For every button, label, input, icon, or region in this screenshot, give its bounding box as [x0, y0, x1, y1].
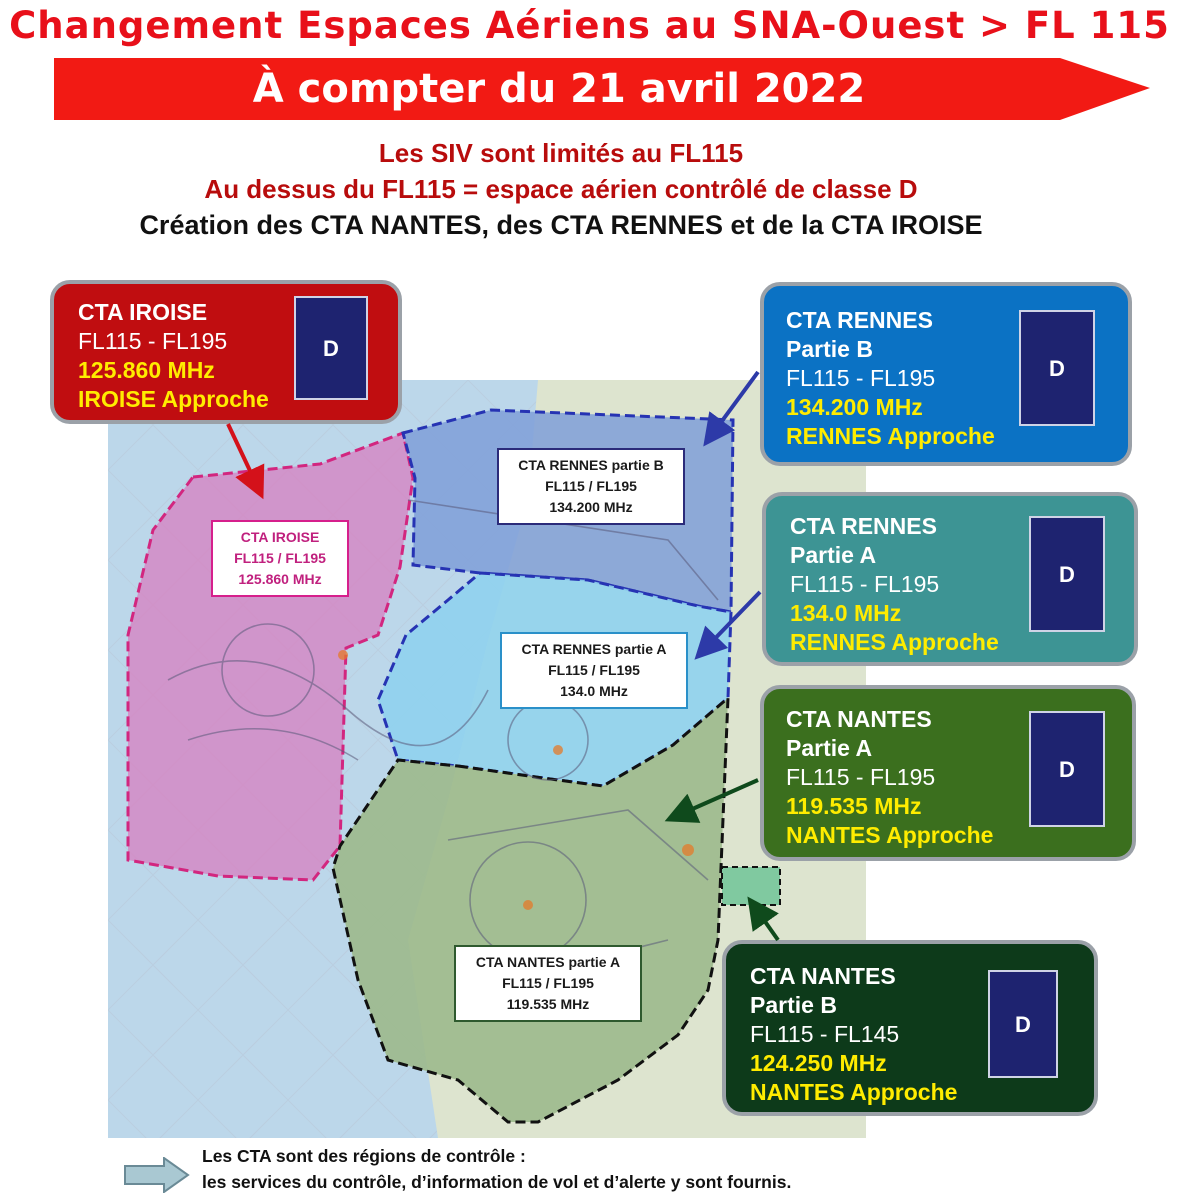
cta-nantes-b-zone [722, 867, 780, 905]
card-nantes-b-freq: 124.250 MHz [750, 1050, 887, 1076]
map-label-rennes-a [500, 632, 688, 709]
class-d-badge: D [294, 296, 368, 400]
map-label-rennes-b-levels: FL115 / FL195 [545, 478, 637, 494]
card-rennes-b-service: RENNES Approche [786, 423, 995, 449]
card-cta-rennes-b[interactable] [760, 282, 1132, 466]
map-label-iroise-freq: 125.860 MHz [238, 571, 322, 587]
map-label-rennes-b-freq: 134.200 MHz [549, 499, 633, 515]
footer-line-1: Les CTA sont des régions de contrôle : [202, 1146, 526, 1166]
page-title: Changement Espaces Aériens au SNA-Ouest > FL 115 [9, 4, 1170, 47]
card-rennes-a-part: Partie A [790, 542, 877, 568]
footer-note [202, 1143, 791, 1195]
card-cta-nantes-a[interactable] [760, 685, 1136, 861]
map-label-rennes-a-name: CTA RENNES partie A [521, 641, 667, 657]
card-cta-iroise[interactable] [50, 280, 402, 424]
siv-limit-text: Les SIV sont limités au FL115 [378, 138, 744, 168]
card-nantes-a-freq: 119.535 MHz [786, 793, 922, 819]
card-rennes-b-part: Partie B [786, 336, 873, 362]
card-nantes-b-levels: FL115 - FL145 [750, 1021, 900, 1047]
map-label-iroise-levels: FL115 / FL195 [234, 550, 326, 566]
map-label-iroise [211, 520, 349, 597]
date-banner [54, 58, 1150, 120]
class-d-badge: D [1019, 310, 1095, 426]
class-d-badge: D [1029, 516, 1105, 632]
card-nantes-a-part: Partie A [786, 735, 873, 761]
right-arrow-icon [124, 1157, 190, 1193]
class-d-text: Au dessus du FL115 = espace aérien contrôlé de classe D [204, 174, 918, 204]
class-d-badge: D [1029, 711, 1105, 827]
card-cta-nantes-b[interactable] [722, 940, 1098, 1116]
card-cta-rennes-a[interactable] [762, 492, 1138, 666]
map-label-iroise-name: CTA IROISE [240, 529, 320, 545]
card-nantes-a-name: CTA NANTES [786, 706, 932, 732]
cta-creation-text: Création des CTA NANTES, des CTA RENNES et de la CTA IROISE [139, 210, 983, 240]
map-label-rennes-a-freq: 134.0 MHz [560, 683, 628, 699]
card-rennes-a-freq: 134.0 MHz [790, 600, 902, 626]
card-nantes-a-levels: FL115 - FL195 [786, 764, 936, 790]
map-label-nantes-a-name: CTA NANTES partie A [475, 954, 621, 970]
card-iroise-service: IROISE Approche [78, 386, 269, 412]
map-label-nantes-a-levels: FL115 / FL195 [502, 975, 594, 991]
footer-line-2: les services du contrôle, d’information de vol et d’alerte y sont fournis. [202, 1172, 792, 1192]
map-label-nantes-a-freq: 119.535 MHz [506, 996, 590, 1012]
map-label-rennes-b-name: CTA RENNES partie B [518, 457, 664, 473]
card-rennes-b-name: CTA RENNES [786, 307, 933, 333]
map-label-nantes-a [454, 945, 642, 1022]
card-nantes-b-service: NANTES Approche [750, 1079, 958, 1105]
map-label-rennes-b [497, 448, 685, 525]
card-rennes-a-service: RENNES Approche [790, 629, 999, 655]
card-rennes-b-freq: 134.200 MHz [786, 394, 923, 420]
card-rennes-a-name: CTA RENNES [790, 513, 937, 539]
card-iroise-name: CTA IROISE [78, 299, 208, 325]
class-d-badge: D [988, 970, 1058, 1078]
card-iroise-levels: FL115 - FL195 [78, 328, 228, 354]
effective-date: À compter du 21 avril 2022 [252, 66, 866, 112]
map-label-rennes-a-levels: FL115 / FL195 [548, 662, 640, 678]
card-rennes-b-levels: FL115 - FL195 [786, 365, 936, 391]
card-nantes-b-part: Partie B [750, 992, 837, 1018]
card-nantes-a-service: NANTES Approche [786, 822, 994, 848]
card-nantes-b-name: CTA NANTES [750, 963, 896, 989]
card-rennes-a-levels: FL115 - FL195 [790, 571, 940, 597]
card-iroise-freq: 125.860 MHz [78, 357, 215, 383]
